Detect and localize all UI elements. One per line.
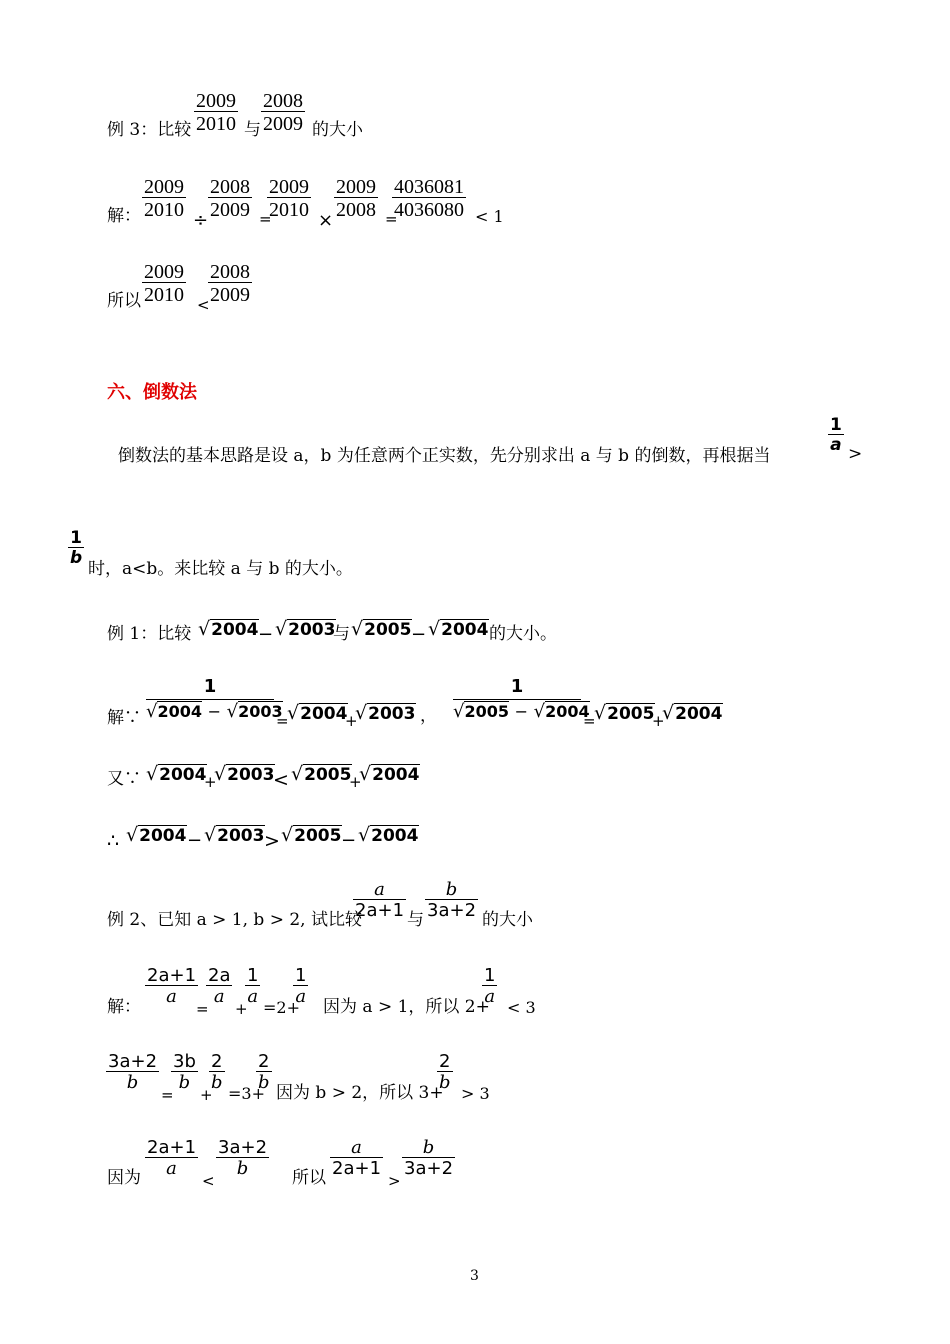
sqrt-2004: √2004 — [287, 702, 348, 724]
fraction-2a1-over-a: $\frac{2a+1}{a}$ — [147, 1137, 197, 1179]
sqrt-2004: √2004 — [126, 824, 187, 846]
ex2-label: 例 2、已知 a > 1, b > 2, 试比较 — [107, 910, 362, 930]
plus-sign: + — [200, 1086, 213, 1104]
so-label: 所以 — [292, 1168, 326, 1188]
minus-sign: − — [341, 830, 357, 851]
fraction-2-over-b: $\frac{2}{b}$ — [258, 1051, 270, 1093]
fraction-reciprocal-2: 1 √2005 − √2004 — [453, 676, 590, 722]
also-because-label: 又∵ — [107, 769, 141, 789]
fraction-3b-over-b: $\frac{3b}{b}$ — [173, 1051, 196, 1093]
plus-sign: + — [349, 773, 362, 791]
fraction-2a-over-a: $\frac{2a}{a}$ — [208, 965, 231, 1007]
greater-than-three: > 3 — [461, 1084, 490, 1103]
sqrt-2005: √2005 — [351, 618, 412, 640]
equals-sign: = — [196, 1000, 209, 1018]
solution-label: 解： — [107, 997, 141, 1017]
intro-paragraph: 倒数法的基本思路是设 a，b 为任意两个正实数，先分别求出 a 与 b 的倒数，再根据当 — [118, 446, 771, 466]
minus-sign: − — [411, 624, 427, 645]
equals-sign: = — [259, 210, 272, 228]
fraction-2-over-b: $\frac{2}{b}$ — [211, 1051, 223, 1093]
fraction-1-over-a: $\frac{1}{a}$ — [247, 965, 259, 1007]
greater-than-sign: > — [264, 830, 280, 852]
fraction-2008-2009: $\frac{2008}{2009}$ — [263, 90, 303, 135]
less-than-three: < 3 — [507, 998, 536, 1017]
tail-text: 的大小 — [482, 910, 533, 930]
equals-sign: = — [583, 712, 596, 730]
fraction: $\frac{2008}{2009}$ — [210, 176, 250, 221]
intro-paragraph-cont: 时，a<b。来比较 a 与 b 的大小。 — [88, 559, 353, 579]
fraction-3a2-over-b: $\frac{3a+2}{b}$ — [108, 1051, 158, 1093]
fraction: $\frac{2009}{2010}$ — [144, 176, 184, 221]
and-text: 与 — [333, 624, 350, 644]
comma: ， — [420, 706, 437, 726]
fraction: $\frac{2008}{2009}$ — [210, 261, 250, 306]
fraction-1-over-a: $\frac{1}{a}$ — [484, 965, 496, 1007]
sqrt-2004: √2004 — [662, 702, 723, 724]
sqrt-2003: √2003 — [214, 763, 275, 785]
fraction-b-over-3a2: $\frac{b}{3a+2}$ — [404, 1137, 454, 1179]
less-than-one: < 1 — [475, 207, 504, 226]
sqrt-2003: √2003 — [204, 824, 265, 846]
greater-than-sign: > — [388, 1172, 401, 1190]
plus-sign: + — [204, 773, 217, 791]
equals-sign: = — [276, 712, 289, 730]
fraction: $\frac{4036081}{4036080}$ — [394, 176, 464, 221]
sqrt-2005: √2005 — [594, 702, 655, 724]
therefore-sign: ∴ — [107, 830, 120, 852]
equals-sign: = — [385, 210, 398, 228]
tail-text: 的大小。 — [489, 624, 557, 644]
sqrt-2003: √2003 — [275, 618, 336, 640]
minus-sign: − — [258, 624, 274, 645]
reciprocal-b: $\frac{1}{b}$ — [70, 528, 83, 568]
ex3-label: 例 3：比较 — [107, 120, 192, 140]
fraction-reciprocal-1: 1 √2004 − √2003 — [146, 676, 283, 722]
ex1-label: 例 1：比较 — [107, 624, 192, 644]
and-text: 与 — [244, 120, 261, 140]
plus-sign: + — [652, 712, 665, 730]
fraction-3a2-over-b: $\frac{3a+2}{b}$ — [218, 1137, 268, 1179]
because-label: 解∵ — [107, 708, 141, 728]
times-sign: × — [318, 210, 334, 231]
fraction-2009-2010: $\frac{2009}{2010}$ — [196, 90, 236, 135]
sqrt-2004: √2004 — [359, 763, 420, 785]
fraction: $\frac{2009}{2008}$ — [336, 176, 376, 221]
fraction: $\frac{2009}{2010}$ — [269, 176, 309, 221]
less-than-sign: < — [197, 296, 210, 314]
less-than-sign: < — [273, 769, 289, 791]
tail-text: 的大小 — [312, 120, 363, 140]
because-text: 因为 a > 1，所以 2+ — [323, 997, 490, 1017]
solution-label: 解： — [107, 206, 141, 226]
sqrt-2004: √2004 — [358, 824, 419, 846]
fraction-2a1-over-a: $\frac{2a+1}{a}$ — [147, 965, 197, 1007]
so-label: 所以 — [107, 291, 141, 311]
divide-sign: ÷ — [193, 210, 209, 231]
section-heading: 六、倒数法 — [107, 382, 197, 403]
fraction-b-over-3a2: $\frac{b}{3a+2}$ — [427, 879, 477, 921]
fraction-a-over-2a1: $\frac{a}{2a+1}$ — [332, 1137, 382, 1179]
greater-than-sign: > — [848, 444, 863, 464]
fraction-a-over-2a1: $\frac{a}{2a+1}$ — [355, 879, 405, 921]
sqrt-2004: √2004 — [428, 618, 489, 640]
page-number: 3 — [470, 1268, 479, 1284]
equals-two-plus: =2+ — [263, 998, 300, 1017]
fraction: $\frac{2009}{2010}$ — [144, 261, 184, 306]
because-text: 因为 b > 2，所以 3+ — [276, 1083, 444, 1103]
and-text: 与 — [407, 910, 424, 930]
sqrt-2005: √2005 — [281, 824, 342, 846]
plus-sign: + — [235, 1000, 248, 1018]
equals-sign: = — [161, 1086, 174, 1104]
fraction-1-over-a: $\frac{1}{a}$ — [295, 965, 307, 1007]
equals-three-plus: =3+ — [228, 1084, 265, 1103]
less-than-sign: < — [202, 1172, 215, 1190]
sqrt-2004: √2004 — [146, 763, 207, 785]
minus-sign: − — [187, 830, 203, 851]
sqrt-2004: √2004 — [198, 618, 259, 640]
reciprocal-a: $\frac{1}{a}$ — [830, 415, 842, 455]
sqrt-2003: √2003 — [355, 702, 416, 724]
fraction-2-over-b: $\frac{2}{b}$ — [439, 1051, 451, 1093]
because-label: 因为 — [107, 1168, 141, 1188]
plus-sign: + — [345, 712, 358, 730]
sqrt-2005: √2005 — [291, 763, 352, 785]
